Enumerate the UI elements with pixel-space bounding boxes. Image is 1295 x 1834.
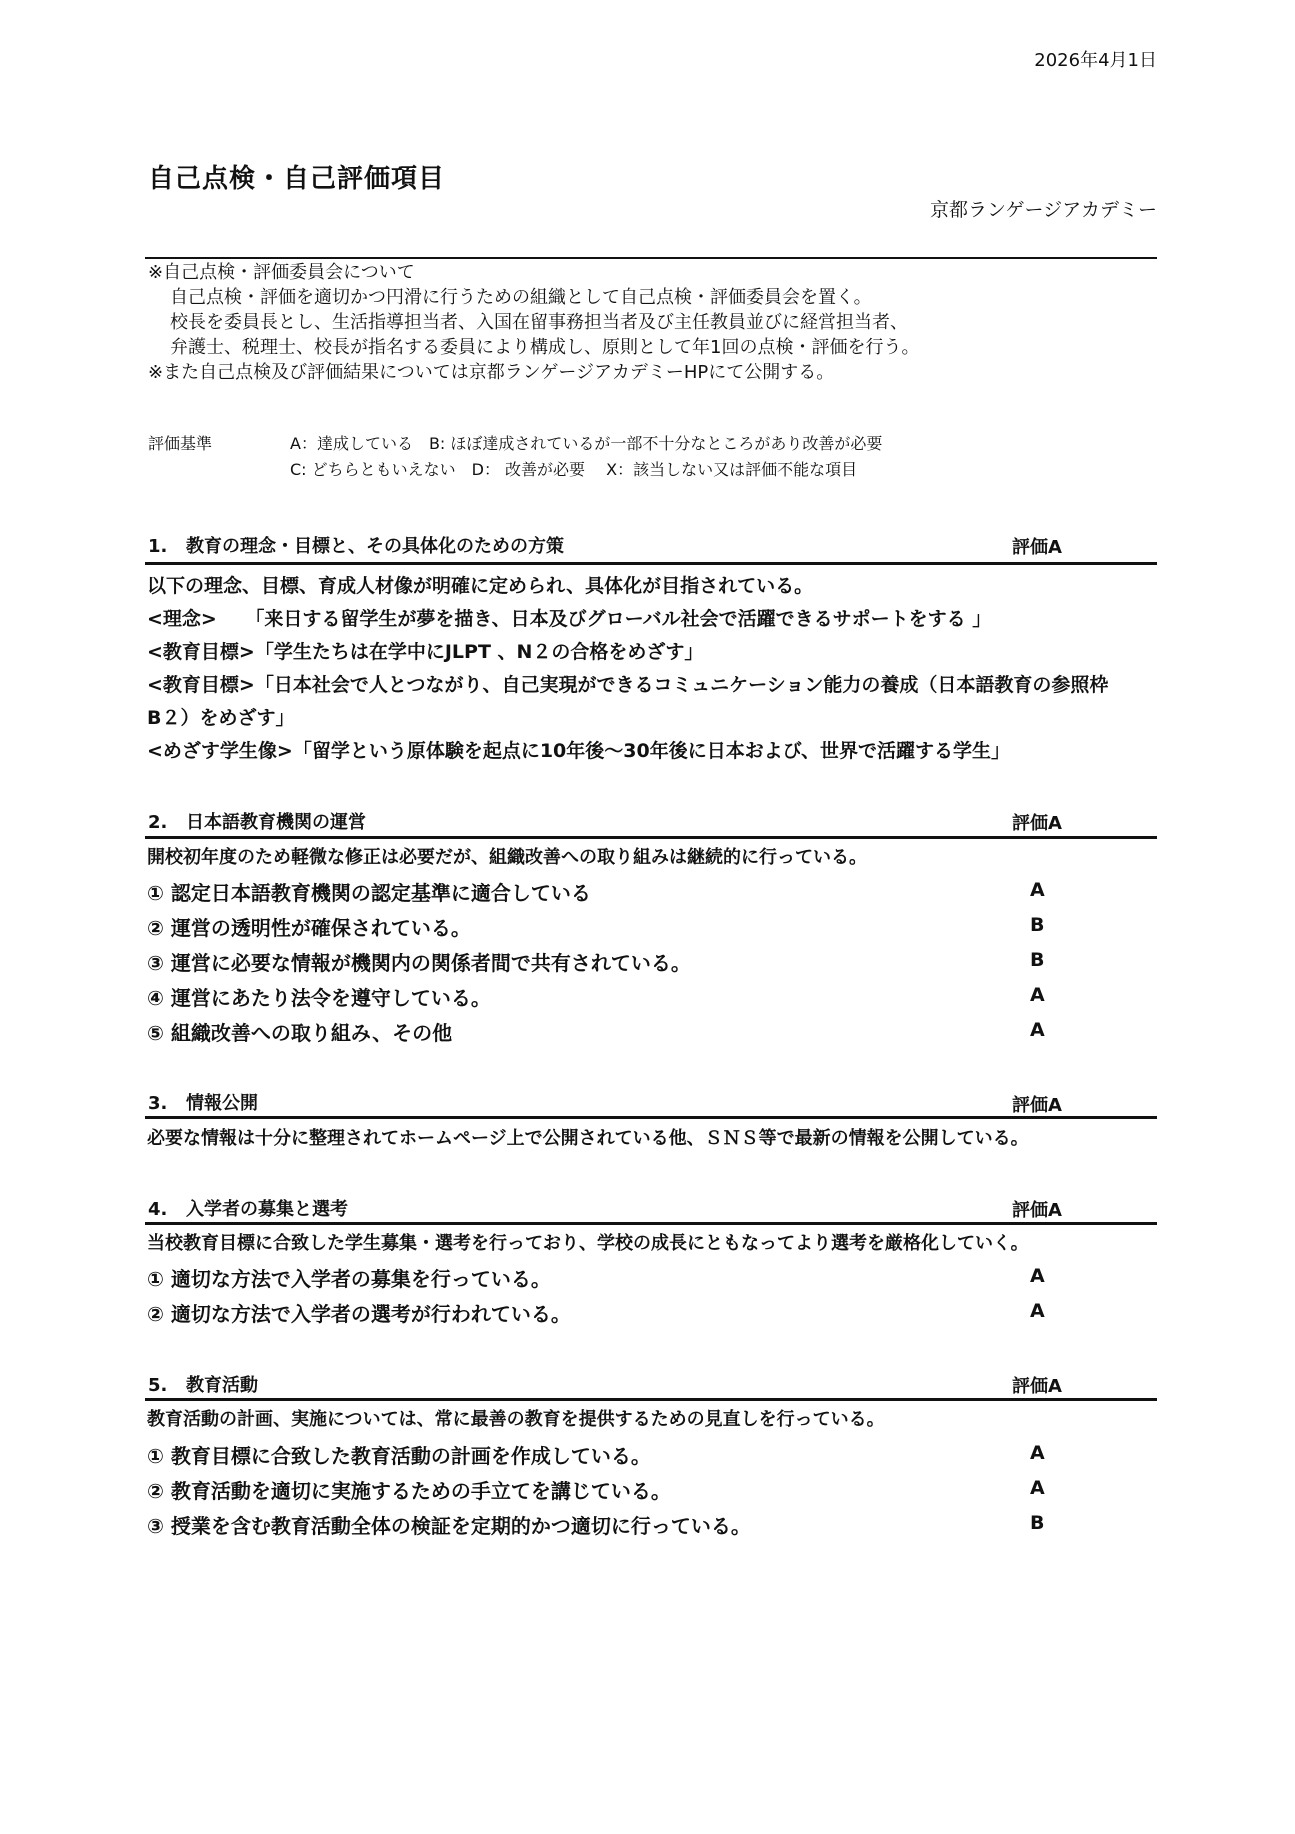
item-grade: B [1030,914,1045,936]
section-divider [145,1116,1157,1119]
evaluation-item: ③ 運営に必要な情報が機関内の関係者間で共有されている。 [147,951,691,975]
item-grade: A [1030,984,1045,1006]
document-title: 自己点検・自己評価項目 [148,164,446,194]
item-grade: A [1030,1477,1045,1499]
school-name: 京都ランゲージアカデミー [929,199,1157,221]
evaluation-item: ① 適切な方法で入学者の募集を行っている。 [147,1267,551,1291]
section-number: 3. [148,1093,168,1114]
evaluation-item: ② 適切な方法で入学者の選考が行われている。 [147,1302,571,1326]
evaluation-item: ② 教育活動を適切に実施するための手立てを講じている。 [147,1479,671,1503]
section-heading [148,1195,348,1221]
section-heading [148,1371,258,1397]
note-line: 自己点検・評価を適切かつ円滑に行うための組織として自己点検・評価委員会を置く。 [170,287,872,308]
item-grade: A [1030,879,1045,901]
section-divider [145,836,1157,839]
criteria-label: 評価基準 [148,434,213,453]
evaluation-item: ⑤ 組織改善への取り組み、その他 [147,1021,453,1045]
item-grade: A [1030,1300,1045,1322]
section-summary: 当校教育目標に合致した学生募集・選考を行っており、学校の成長にともなってより選考を厳格化していく。 [147,1233,1029,1254]
item-grade: B [1030,1512,1045,1534]
section-text-line: <理念> 「来日する留学生が夢を描き、日本及びグローバル社会で活躍できるサポートをする 」 [147,608,992,630]
section-title: 日本語教育機関の運営 [186,812,366,833]
section-title: 情報公開 [186,1093,258,1114]
criteria-line: A：達成している B: ほぼ達成されているが一部不十分なところがあり改善が必要 [290,434,883,453]
note-line: ※また自己点検及び評価結果については京都ランゲージアカデミーHPにて公開する。 [148,362,835,383]
item-grade: A [1030,1265,1045,1287]
section-heading [148,532,564,558]
document-date: 2026年4月1日 [1034,50,1157,71]
section-summary: 開校初年度のため軽微な修正は必要だが、組織改善への取り組みは継続的に行っている。 [147,847,867,868]
section-divider [145,1398,1157,1401]
header-divider [145,257,1157,259]
section-number: 5. [148,1375,168,1396]
note-line: 校長を委員長とし、生活指導担当者、入国在留事務担当者及び主任教員並びに経営担当者、 [170,312,908,333]
evaluation-item: ④ 運営にあたり法令を遵守している。 [147,986,491,1010]
section-text-line: <教育目標>「学生たちは在学中にJLPT 、N２の合格をめざす」 [147,641,704,663]
section-rating: 評価A [1012,1200,1062,1221]
note-line: 弁護士、税理士、校長が指名する委員により構成し、原則として年1回の点検・評価を行う。 [170,337,920,358]
section-text-line: 以下の理念、目標、育成人材像が明確に定められ、具体化が目指されている。 [147,575,814,597]
note-line: ※自己点検・評価委員会について [148,262,415,283]
section-title: 入学者の募集と選考 [186,1199,348,1220]
section-divider [145,562,1157,565]
evaluation-item: ① 認定日本語教育機関の認定基準に適合している [147,881,591,905]
section-title: 教育活動 [186,1375,258,1396]
section-text-line: <教育目標>「日本社会で人とつながり、自己実現ができるコミュニケーション能力の養成（日本語教育の参照枠 [147,674,1109,696]
item-grade: A [1030,1019,1045,1041]
section-heading [148,808,366,834]
section-summary: 必要な情報は十分に整理されてホームページ上で公開されている他、ＳＮＳ等で最新の情報を公開している。 [147,1128,1029,1149]
section-number: 2. [148,812,168,833]
section-text-line: <めざす学生像>「留学という原体験を起点に10年後～30年後に日本および、世界で活躍する学生」 [147,740,1010,762]
section-title: 教育の理念・目標と、その具体化のための方策 [186,536,564,557]
section-text-line: B２）をめざす」 [147,707,295,729]
section-number: 4. [148,1199,168,1220]
section-heading [148,1089,258,1115]
criteria-line: C: どちらともいえない D： 改善が必要 X：該当しない又は評価不能な項目 [290,460,858,479]
section-number: 1. [148,536,168,557]
section-rating: 評価A [1012,813,1062,834]
section-divider [145,1222,1157,1225]
section-rating: 評価A [1012,537,1062,558]
evaluation-item: ② 運営の透明性が確保されている。 [147,916,471,940]
section-rating: 評価A [1012,1376,1062,1397]
item-grade: A [1030,1442,1045,1464]
evaluation-item: ③ 授業を含む教育活動全体の検証を定期的かつ適切に行っている。 [147,1514,751,1538]
evaluation-item: ① 教育目標に合致した教育活動の計画を作成している。 [147,1444,651,1468]
item-grade: B [1030,949,1045,971]
section-rating: 評価A [1012,1095,1062,1116]
section-summary: 教育活動の計画、実施については、常に最善の教育を提供するための見直しを行っている。 [147,1409,885,1430]
